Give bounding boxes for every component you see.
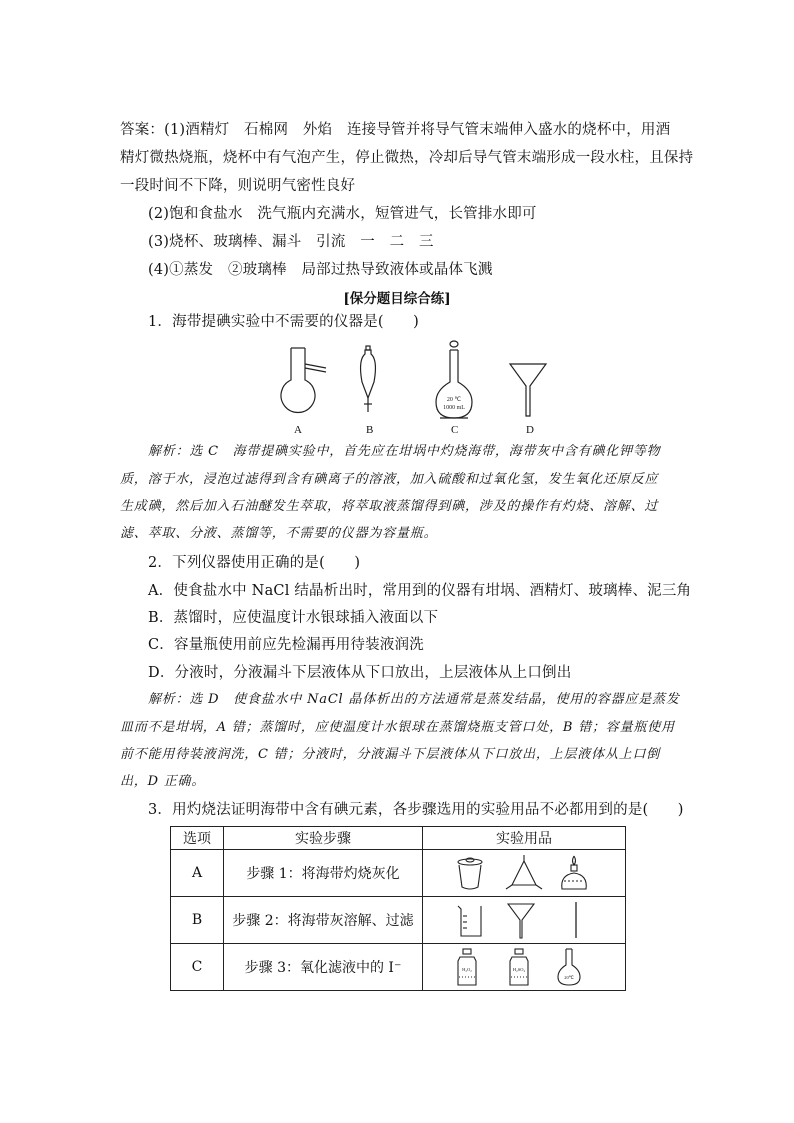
table-row <box>171 897 626 944</box>
row-b-step: 步骤 2：将海带灰溶解、过滤 <box>224 897 423 944</box>
q1-explanation-2: 质，溶于水，浸泡过滤得到含有碘离子的溶液，加入硫酸和过氧化氢，发生氧化还原反应 <box>120 472 659 487</box>
header-items: 实验用品 <box>423 827 626 850</box>
header-step: 实验步骤 <box>224 827 423 850</box>
answer-line-3: 一段时间不下降，则说明气密性良好 <box>120 178 356 194</box>
answer-line-2: 精灯微热烧瓶，烧杯中有气泡产生，停止微热，冷却后导气管末端形成一段水柱，且保持 <box>120 150 694 166</box>
answer-line-4: (2)饱和食盐水 洗气瓶内充满水，短管进气，长管排水即可 <box>148 206 537 222</box>
flask-text-temp: 20 ℃ <box>446 397 462 403</box>
flask-text-volume: 1000 mL <box>443 405 465 411</box>
q1-explanation-1: 解析：选 C 海带提碘实验中，首先应在坩埚中灼烧海带，海带灰中含有碘化钾等物 <box>148 444 661 459</box>
table-row <box>171 944 626 991</box>
distillation-flask-icon <box>281 348 326 412</box>
q1-explanation-3: 生成碘，然后加入石油醚发生萃取，将萃取液蒸馏得到碘，涉及的操作有灼烧、溶解、过 <box>120 499 659 514</box>
section-title: [保分题目综合练] <box>343 291 451 307</box>
funnel-icon <box>510 364 546 416</box>
q3-stem: 3．用灼烧法证明海带中含有碘元素，各步骤选用的实验用品不必都用到的是( ) <box>148 802 684 818</box>
row-b-option: B <box>171 897 224 944</box>
bottle-label-h2so4: H₂SO₄ <box>512 967 526 972</box>
q2-option-a: A．使食盐水中 NaCl 结晶析出时，常用到的仪器有坩埚、酒精灯、玻璃棒、泥三角 <box>148 583 692 599</box>
label-c: C <box>451 424 459 436</box>
apparatus-svg <box>270 340 560 430</box>
q3-table <box>170 826 626 991</box>
q1-apparatus-figure <box>270 340 560 440</box>
beaker-icon <box>458 906 481 936</box>
flask-label: 20℃ <box>564 975 574 980</box>
funnel-icon <box>508 904 534 938</box>
q2-explanation-3: 前不能用待装液润洗，C 错；分液时，分液漏斗下层液体从下口放出，上层液体从上口倒 <box>120 747 661 762</box>
alcohol-lamp-icon <box>562 856 587 889</box>
q2-option-c: C．容量瓶使用前应先检漏再用待装液润洗 <box>148 637 424 653</box>
answer-line-6: (4)①蒸发 ②玻璃棒 局部过热导致液体或晶体飞溅 <box>148 262 493 278</box>
row-a-option: A <box>171 850 224 897</box>
row-c-step: 步骤 3：氧化滤液中的 I⁻ <box>224 944 423 991</box>
clay-triangle-icon <box>506 855 542 889</box>
row-b-items <box>423 897 626 944</box>
label-d: D <box>526 424 534 436</box>
crucible-icon <box>458 858 482 889</box>
q1-stem: 1．海带提碘实验中不需要的仪器是( ) <box>148 314 420 330</box>
q2-option-d: D．分液时，分液漏斗下层液体从下口放出，上层液体从上口倒出 <box>148 665 572 681</box>
row-c-items <box>423 944 626 991</box>
q2-explanation-4: 出，D 正确。 <box>120 774 206 789</box>
q2-stem: 2．下列仪器使用正确的是( ) <box>148 555 361 571</box>
row-c-option: C <box>171 944 224 991</box>
label-a: A <box>294 424 302 436</box>
q1-explanation-4: 滤、萃取、分液、蒸馏等，不需要的仪器为容量瓶。 <box>120 526 438 541</box>
answer-line-1: 答案：(1)酒精灯 石棉网 外焰 连接导管并将导气管末端伸入盛水的烧杯中，用酒 <box>120 122 671 138</box>
q2-option-b: B．蒸馏时，应使温度计水银球插入液面以下 <box>148 610 439 626</box>
q2-explanation-1: 解析：选 D 使食盐水中 NaCl 晶体析出的方法通常是蒸发结晶，使用的容器应是蒸发 <box>148 692 680 707</box>
row-a-items <box>423 850 626 897</box>
label-b: B <box>366 424 374 436</box>
bottle-label-h2o2: H₂O₂ <box>462 967 472 972</box>
table-row <box>171 850 626 897</box>
header-option: 选项 <box>171 827 224 850</box>
table-header-row <box>171 827 626 850</box>
row-a-step: 步骤 1：将海带灼烧灰化 <box>224 850 423 897</box>
q2-explanation-2: 皿而不是坩埚，A 错；蒸馏时，应使温度计水银球在蒸馏烧瓶支管口处，B 错；容量瓶使用 <box>120 720 675 735</box>
answer-line-5: (3)烧杯、玻璃棒、漏斗 引流 一 二 三 <box>148 234 434 250</box>
separatory-funnel-icon <box>361 346 376 412</box>
